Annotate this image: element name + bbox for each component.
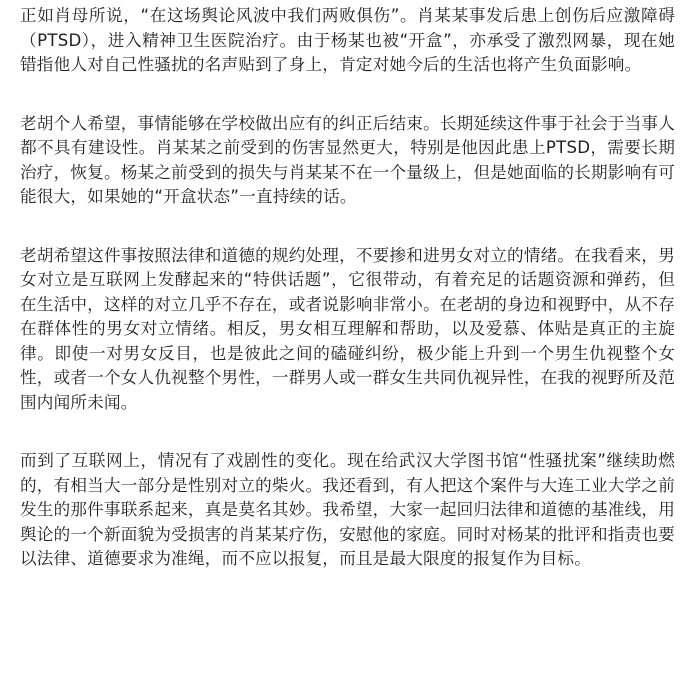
paragraph-3: 老胡希望这件事按照法律和道德的规约处理，不要掺和进男女对立的情绪。在我看来，男女对立是互联网上发酵起来的“特供话题”，它很带动，有着充足的话题资源和弹药，但在生活中，这样的对立几乎不存在，或者说影响非常小。在老胡的身边和视野中，从不存在群体性的男女对立情绪。相反，男女相互理解和帮助，以及爱慕、体贴是真正的主旋律。即使一对男女反目，也是彼此之间的磕碰纠纷，极少能上升到一个男生仇视整个女性，或者一个女人仇视整个男性，一群男人或一群女生共同仇视异性，在我的视野所及范围内闻所未闻。 — [20, 245, 675, 412]
paragraph-1: 正如肖母所说，“在这场舆论风波中我们两败俱伤”。肖某某事发后患上创伤后应激障碍（PTSD），进入精神卫生医院治疗。由于杨某也被“开盒”，亦承受了激烈网暴，现在她错指他人对自己性骚扰的名声贴到了身上，肯定对她今后的生活也将产生负面影响。 — [20, 6, 675, 74]
paragraph-2: 老胡个人希望，事情能够在学校做出应有的纠正后结束。长期延续这件事于社会于当事人都不具有建设性。肖某某之前受到的伤害显然更大，特别是他因此患上PTSD，需要长期治疗，恢复。杨某之前受到的损失与肖某某不在一个量级上，但是她面临的长期影响有可能很大，如果她的“开盒状态”一直持续的话。 — [20, 113, 675, 206]
paragraph-4: 而到了互联网上，情况有了戏剧性的变化。现在给武汉大学图书馆“性骚扰案”继续助燃的，有相当大一部分是性别对立的柴火。我还看到，有人把这个案件与大连工业大学之前发生的那件事联系起来，真是莫名其妙。我希望，大家一起回归法律和道德的基准线，用舆论的一个新面貌为受损害的肖某某疗伤，安慰他的家庭。同时对杨某的批评和指责也要以法律、道德要求为准绳，而不应以报复，而且是最大限度的报复作为目标。 — [20, 451, 675, 568]
